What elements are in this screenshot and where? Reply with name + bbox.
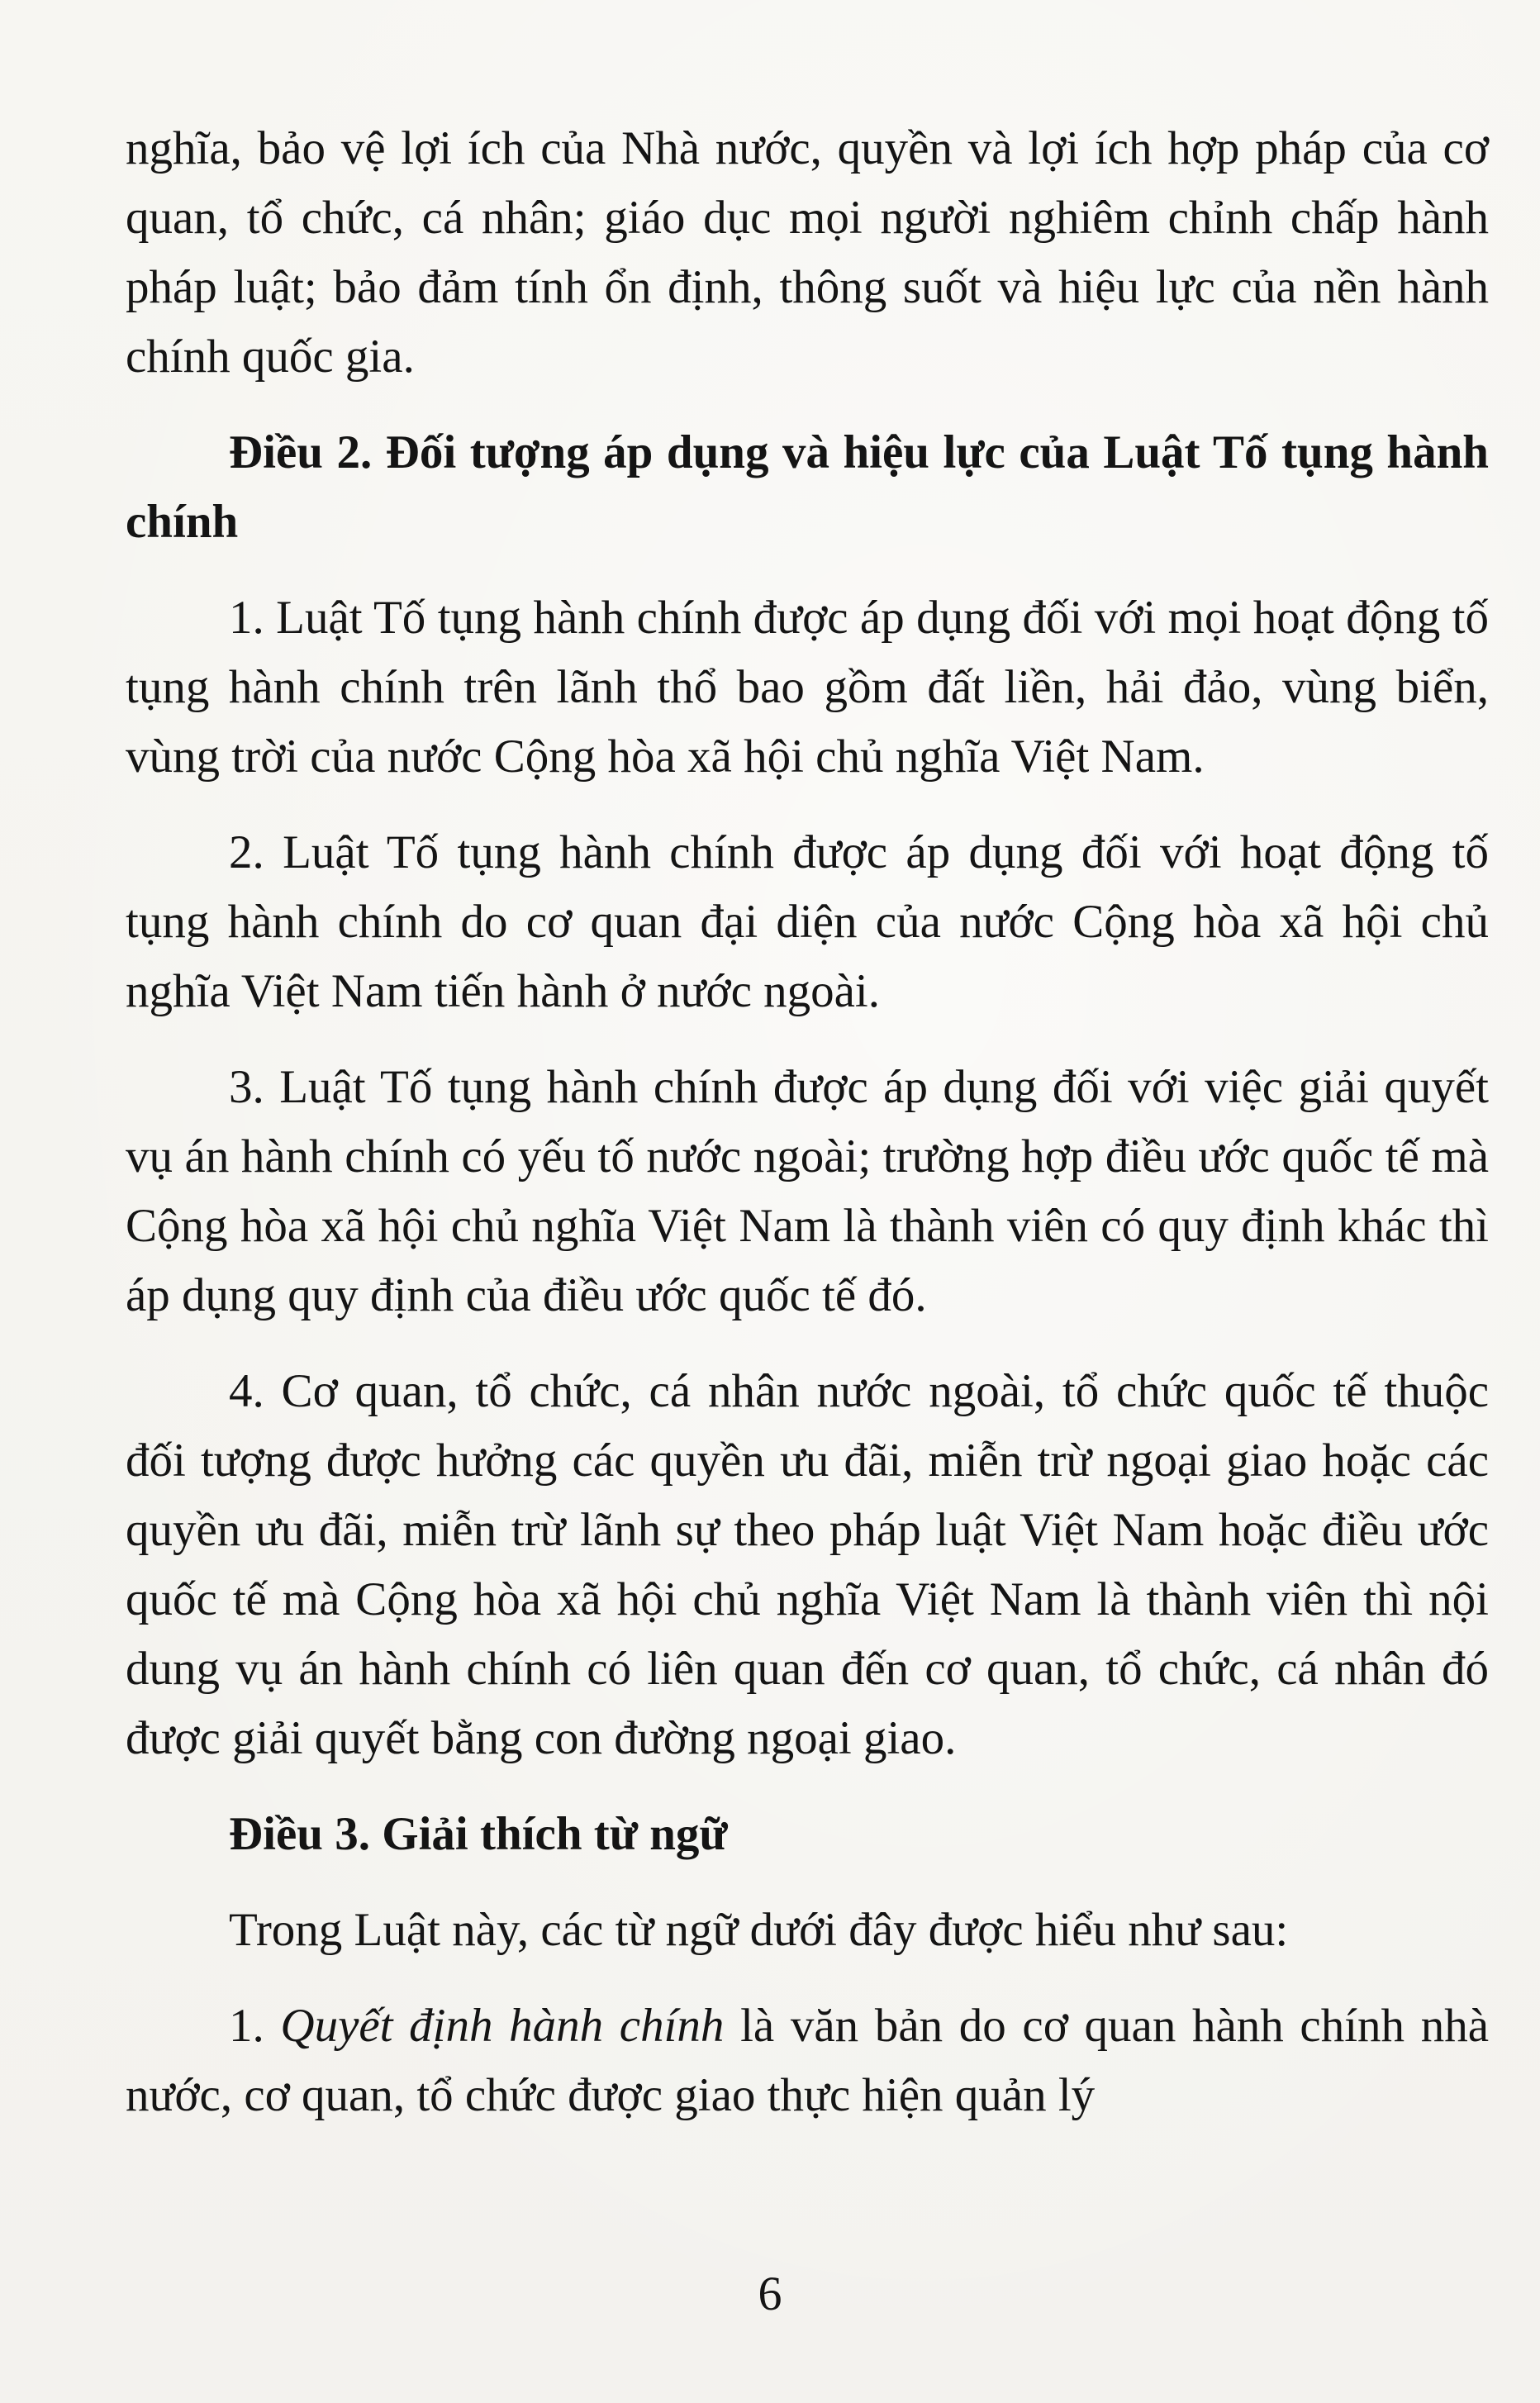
page-number: 6	[758, 2267, 782, 2320]
article-2-heading: Điều 2. Đối tượng áp dụng và hiệu lực của Luật Tố tụng hành chính	[126, 426, 1489, 548]
document-body	[126, 114, 1489, 2130]
article-3-heading: Điều 3. Giải thích từ ngữ	[229, 1808, 728, 1860]
article-2-clause-4: 4. Cơ quan, tổ chức, cá nhân nước ngoài, tổ chức quốc tế thuộc đối tượng được hưởng các quyền ưu đãi, miễn trừ ngoại giao hoặc các quyền ưu đãi, miễn trừ lãnh sự theo pháp luật Việt Nam hoặc điều ước quốc tế mà Cộng hòa xã hội chủ nghĩa Việt Nam là thành viên thì nội dung vụ án hành chính có liên quan đến cơ quan, tổ chức, cá nhân đó được giải quyết bằng con đường ngoại giao.	[126, 1365, 1489, 1764]
article-2-clause-3: 3. Luật Tố tụng hành chính được áp dụng đối với việc giải quyết vụ án hành chính có yếu tố nước ngoài; trường hợp điều ước quốc tế mà Cộng hòa xã hội chủ nghĩa Việt Nam là thành viên có quy định khác thì áp dụng quy định của điều ước quốc tế đó.	[126, 1061, 1489, 1321]
article-3-item-1-number: 1.	[229, 2000, 281, 2052]
article-3-item-1-text: là văn bản do cơ quan hành chính nhà nước, cơ quan, tổ chức được giao thực hiện quản lý	[126, 2000, 1489, 2121]
article-2-clause-1: 1. Luật Tố tụng hành chính được áp dụng đối với mọi hoạt động tố tụng hành chính trên lãnh thổ bao gồm đất liền, hải đảo, vùng biển, vùng trời của nước Cộng hòa xã hội chủ nghĩa Việt Nam.	[126, 592, 1489, 783]
article-2-clause-2: 2. Luật Tố tụng hành chính được áp dụng đối với hoạt động tố tụng hành chính do cơ quan đại diện của nước Cộng hòa xã hội chủ nghĩa Việt Nam tiến hành ở nước ngoài.	[126, 826, 1489, 1017]
article-3-intro: Trong Luật này, các từ ngữ dưới đây được hiểu như sau:	[229, 1904, 1289, 1956]
intro-paragraph: nghĩa, bảo vệ lợi ích của Nhà nước, quyền và lợi ích hợp pháp của cơ quan, tổ chức, cá nhân; giáo dục mọi người nghiêm chỉnh chấp hành pháp luật; bảo đảm tính ổn định, thông suốt và hiệu lực của nền hành chính quốc gia.	[126, 122, 1489, 383]
article-3-item-1	[126, 1991, 1489, 2130]
article-3-item-1-term: Quyết định hành chính	[280, 2000, 725, 2052]
